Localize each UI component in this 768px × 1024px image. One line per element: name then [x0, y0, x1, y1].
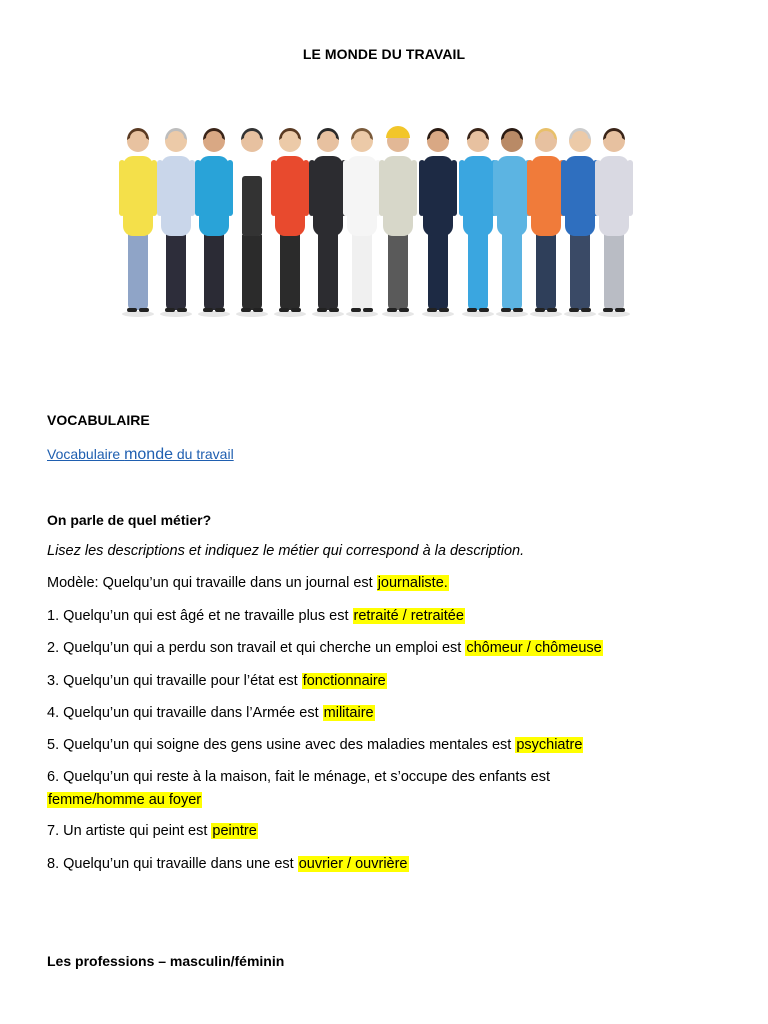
model-answer: journaliste. — [377, 575, 448, 591]
item-text: Quelqu’un qui travaille dans l’Armée est — [59, 705, 323, 721]
item-6 — [47, 769, 550, 785]
model-line — [47, 575, 449, 591]
item-answer: peintre — [212, 823, 257, 839]
item-5 — [47, 737, 583, 753]
item-4 — [47, 705, 375, 721]
item-text: Un artiste qui peint est — [59, 823, 212, 839]
item-answer: chômeur / chômeuse — [466, 640, 602, 656]
item-number: 5. — [47, 737, 60, 753]
exercise-instructions: Lisez les descriptions et indiquez le métier qui correspond à la description. — [47, 543, 525, 559]
item-6-continuation — [47, 792, 202, 808]
model-label: Modèle: — [47, 575, 99, 591]
vocabulary-heading: VOCABULAIRE — [47, 412, 150, 428]
item-7 — [47, 823, 258, 839]
vocabulary-link-part3: du travail — [172, 446, 234, 462]
item-answer: fonctionnaire — [302, 673, 386, 689]
vocabulary-link-part1: Vocabulaire — [47, 446, 125, 462]
item-text: Quelqu’un qui travaille pour l’état est — [59, 673, 302, 689]
page-title: LE MONDE DU TRAVAIL — [302, 46, 466, 62]
item-answer: femme/homme au foyer — [48, 792, 202, 808]
item-text: Quelqu’un qui soigne des gens usine avec des maladies mentales est — [59, 737, 516, 753]
item-3 — [47, 673, 387, 689]
item-number: 3. — [47, 673, 60, 689]
item-2 — [47, 640, 603, 656]
item-text: Quelqu’un qui est âgé et ne travaille plus est — [59, 608, 353, 624]
item-number: 4. — [47, 705, 60, 721]
professions-heading: Les professions – masculin/féminin — [47, 953, 285, 969]
item-answer: psychiatre — [516, 737, 583, 753]
item-answer: retraité / retraitée — [353, 608, 464, 624]
item-text: Quelqu’un qui reste à la maison, fait le ménage, et s’occupe des enfants est — [59, 769, 550, 785]
exercise-heading: On parle de quel métier? — [47, 512, 212, 528]
workers-group-image — [108, 116, 660, 322]
vocabulary-link-part2: monde — [124, 446, 173, 463]
item-number: 6. — [47, 769, 60, 785]
vocabulary-link[interactable] — [47, 446, 234, 464]
item-number: 7. — [47, 823, 60, 839]
item-number: 8. — [47, 856, 60, 872]
item-number: 2. — [47, 640, 60, 656]
item-text: Quelqu’un qui a perdu son travail et qui cherche un emploi est — [59, 640, 466, 656]
item-answer: ouvrier / ouvrière — [298, 856, 408, 872]
model-text: Quelqu’un qui travaille dans un journal est — [98, 575, 377, 591]
item-answer: militaire — [323, 705, 374, 721]
item-number: 1. — [47, 608, 60, 624]
item-text: Quelqu’un qui travaille dans une est — [59, 856, 298, 872]
item-8 — [47, 856, 409, 872]
item-1 — [47, 608, 465, 624]
